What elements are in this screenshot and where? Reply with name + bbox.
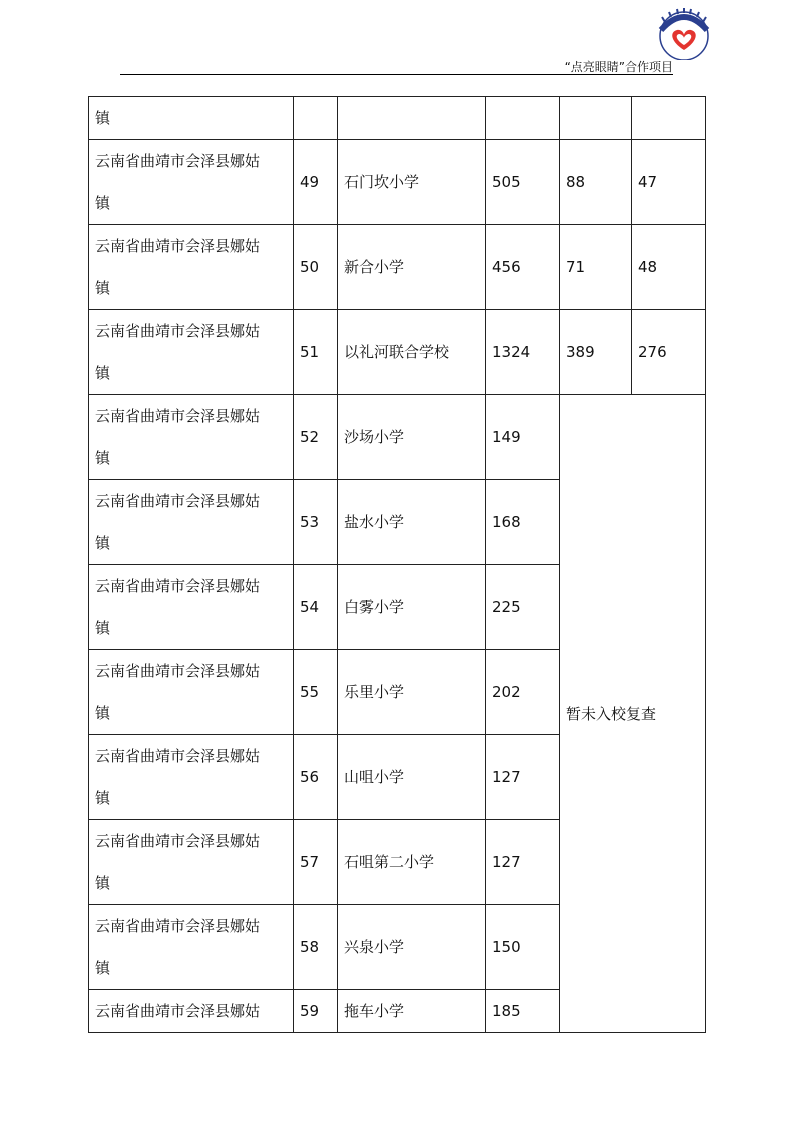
total-cell: 127 — [486, 820, 560, 905]
number-cell: 59 — [294, 990, 338, 1033]
number-cell — [294, 97, 338, 140]
school-cell: 乐里小学 — [338, 650, 486, 735]
total-cell: 168 — [486, 480, 560, 565]
value-cell: 276 — [632, 310, 706, 395]
value-cell: 71 — [560, 225, 632, 310]
school-cell: 盐水小学 — [338, 480, 486, 565]
value-cell: 47 — [632, 140, 706, 225]
school-cell: 石门坎小学 — [338, 140, 486, 225]
total-cell: 150 — [486, 905, 560, 990]
number-cell: 51 — [294, 310, 338, 395]
school-cell: 以礼河联合学校 — [338, 310, 486, 395]
school-cell: 白雾小学 — [338, 565, 486, 650]
school-cell: 新合小学 — [338, 225, 486, 310]
table-row — [89, 140, 706, 225]
total-cell: 185 — [486, 990, 560, 1033]
total-cell: 225 — [486, 565, 560, 650]
table-row — [89, 97, 706, 140]
region-cell: 云南省曲靖市会泽县娜姑 镇 — [89, 650, 294, 735]
total-cell: 149 — [486, 395, 560, 480]
region-cell: 云南省曲靖市会泽县娜姑 镇 — [89, 140, 294, 225]
number-cell: 52 — [294, 395, 338, 480]
value-cell — [632, 97, 706, 140]
total-cell: 456 — [486, 225, 560, 310]
number-cell: 56 — [294, 735, 338, 820]
project-title: “点亮眼睛”合作项目 — [564, 60, 673, 74]
table-row — [89, 225, 706, 310]
school-cell: 山咀小学 — [338, 735, 486, 820]
value-cell: 389 — [560, 310, 632, 395]
value-cell: 48 — [632, 225, 706, 310]
number-cell: 58 — [294, 905, 338, 990]
value-cell — [560, 97, 632, 140]
eye-heart-logo-icon — [651, 6, 717, 60]
region-cell: 云南省曲靖市会泽县娜姑 镇 — [89, 480, 294, 565]
school-cell — [338, 97, 486, 140]
region-cell: 云南省曲靖市会泽县娜姑 镇 — [89, 565, 294, 650]
region-cell: 云南省曲靖市会泽县娜姑 镇 — [89, 905, 294, 990]
table-row — [89, 310, 706, 395]
school-cell: 沙场小学 — [338, 395, 486, 480]
region-cell: 云南省曲靖市会泽县娜姑 镇 — [89, 820, 294, 905]
number-cell: 53 — [294, 480, 338, 565]
value-cell: 88 — [560, 140, 632, 225]
total-cell: 202 — [486, 650, 560, 735]
region-cell: 云南省曲靖市会泽县娜姑 — [89, 990, 294, 1033]
region-cell: 云南省曲靖市会泽县娜姑 镇 — [89, 225, 294, 310]
number-cell: 54 — [294, 565, 338, 650]
number-cell: 57 — [294, 820, 338, 905]
region-cell: 镇 — [89, 97, 294, 140]
region-cell: 云南省曲靖市会泽县娜姑 镇 — [89, 310, 294, 395]
school-cell: 兴泉小学 — [338, 905, 486, 990]
school-cell: 拖车小学 — [338, 990, 486, 1033]
number-cell: 49 — [294, 140, 338, 225]
school-cell: 石咀第二小学 — [338, 820, 486, 905]
table-row — [89, 395, 706, 480]
number-cell: 55 — [294, 650, 338, 735]
number-cell: 50 — [294, 225, 338, 310]
total-cell — [486, 97, 560, 140]
school-screening-table — [88, 96, 706, 1033]
total-cell: 1324 — [486, 310, 560, 395]
region-cell: 云南省曲靖市会泽县娜姑 镇 — [89, 735, 294, 820]
region-cell: 云南省曲靖市会泽县娜姑 镇 — [89, 395, 294, 480]
total-cell: 505 — [486, 140, 560, 225]
merged-note-cell: 暂未入校复查 — [560, 395, 706, 1033]
total-cell: 127 — [486, 735, 560, 820]
